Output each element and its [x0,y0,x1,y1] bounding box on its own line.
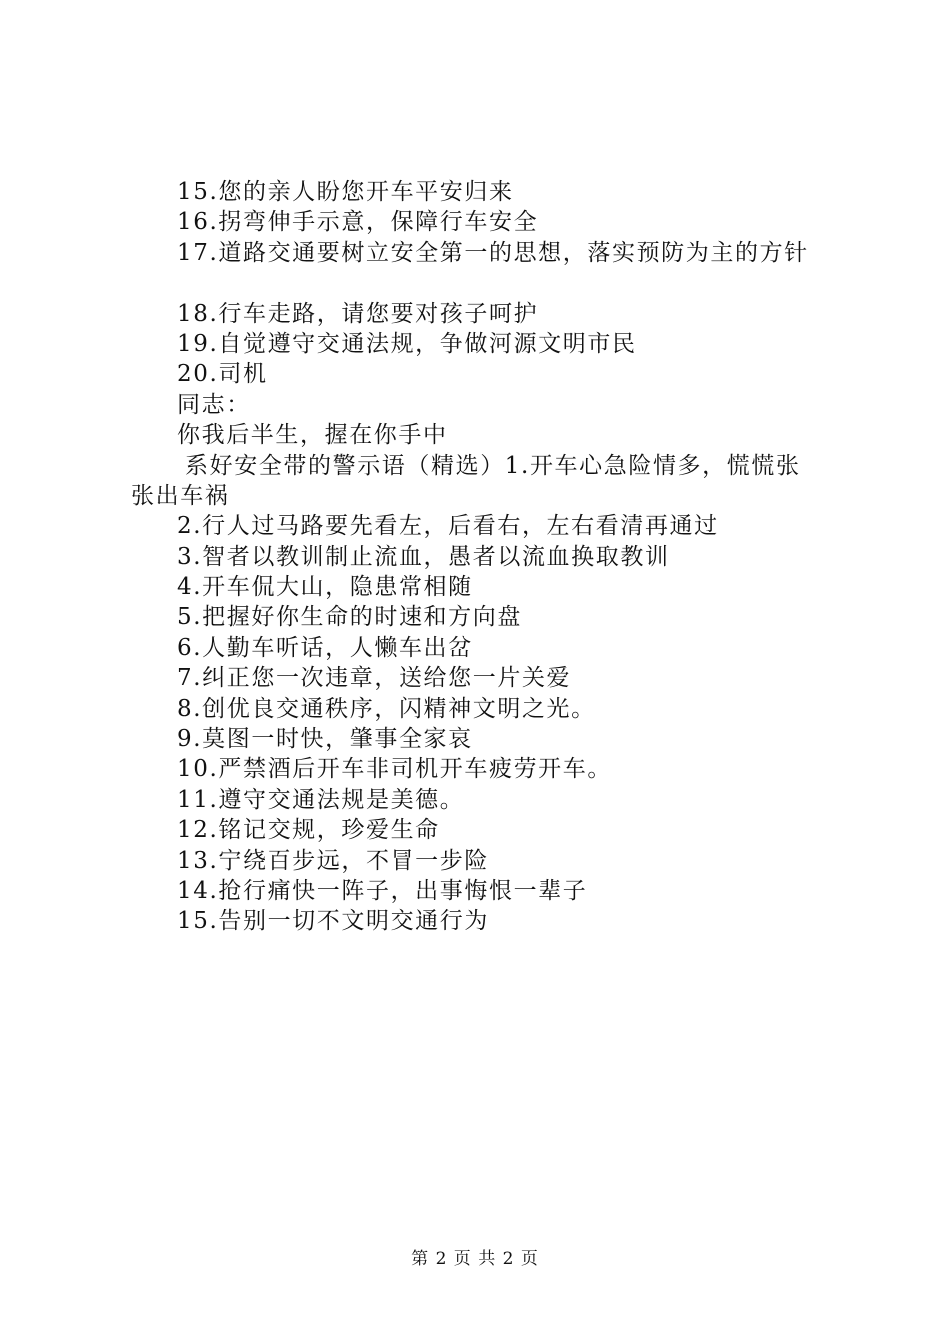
text-line: 9.莫图一时快，肇事全家哀 [177,726,473,753]
text-line: 7.纠正您一次违章，送给您一片关爱 [177,665,572,692]
text-line: 11.遵守交通法规是美德。 [177,786,465,813]
text-line: 15.您的亲人盼您开车平安归来 [177,179,514,205]
text-line: 2.行人过马路要先看左，后看右，左右看清再通过 [177,513,719,540]
page-footer: 第 2 页 共 2 页 [411,1249,539,1269]
text-line: 8.创优良交通秩序，闪精神文明之光。 [177,695,596,722]
document-body [131,177,851,937]
text-line: 18.行车走路，请您要对孩子呵护 [177,300,539,327]
text-line: 系好安全带的警示语（精选）1.开车心急险情多，慌慌张 [185,452,801,479]
text-line: 5.把握好你生命的时速和方向盘 [177,604,522,631]
text-line: 15.告别一切不文明交通行为 [177,908,489,935]
text-line: 17.道路交通要树立安全第一的思想，落实预防为主的方针 [177,239,809,266]
text-line: 4.开车侃大山，隐患常相随 [177,574,473,601]
text-line: 6.人勤车听话，人懒车出岔 [177,634,473,661]
text-line: 16.拐弯伸手示意，保障行车安全 [177,209,539,236]
text-line: 12.铭记交规，珍爱生命 [177,817,440,844]
text-line: 10.严禁酒后开车非司机开车疲劳开车。 [177,756,612,783]
text-line: 3.智者以教训制止流血，愚者以流血换取教训 [177,543,670,570]
text-line: 同志： [177,391,251,418]
text-line: 你我后半生，握在你手中 [177,422,448,449]
blank-line [131,268,851,298]
text-line: 19.自觉遵守交通法规，争做河源文明市民 [177,330,637,357]
text-line: 14.抢行痛快一阵子，出事悔恨一辈子 [177,877,588,904]
text-line: 20.司机 [177,361,268,388]
text-line: 张出车祸 [131,482,230,509]
text-line: 13.宁绕百步远，不冒一步险 [177,847,489,874]
